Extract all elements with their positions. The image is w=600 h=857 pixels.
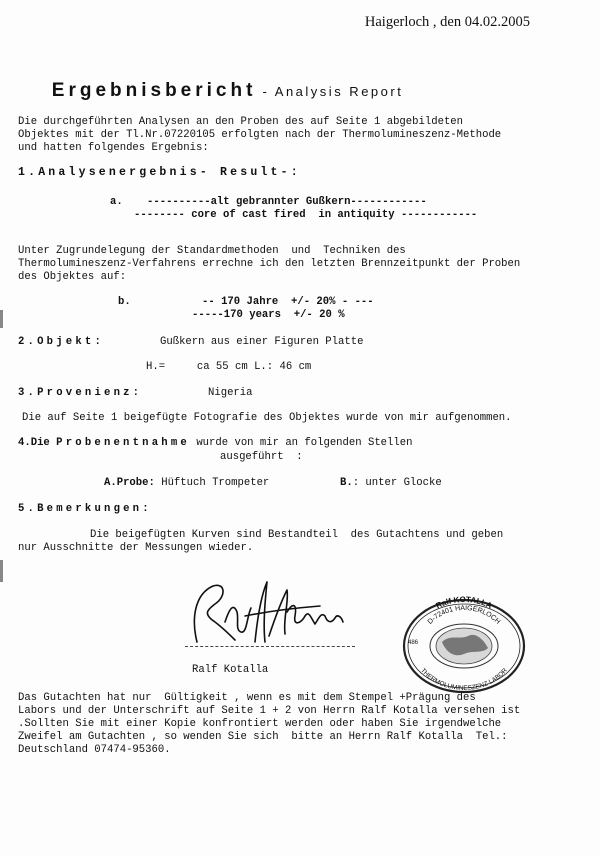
- footer-line-3: .Sollten Sie mit einer Kopie konfrontiert werden oder haben Sie irgendwelche: [18, 718, 502, 730]
- section2-label: 2.Objekt:: [18, 336, 105, 348]
- section1-text-1: Unter Zugrundelegung der Standardmethoden und Techniken des: [18, 245, 406, 257]
- footer-line-5: Deutschland 07474-95360.: [18, 744, 171, 756]
- section1-heading: 1.Analysenergebnis- Result-:: [18, 166, 301, 179]
- footer-line-1: Das Gutachten hat nur Gültigkeit , wenn es mit dem Stempel +Prägung des: [18, 692, 476, 704]
- probe-b-value: : unter Glocke: [352, 477, 442, 489]
- section1-text-3: des Objektes auf:: [18, 271, 127, 283]
- section3-label: 3.Provenienz:: [18, 387, 143, 399]
- stamp-top-text: Ralf KOTALLA: [434, 594, 494, 611]
- report-title: [34, 62, 403, 120]
- scan-edge-mark: [0, 310, 3, 328]
- section4-label-num: 4.Die: [18, 437, 57, 449]
- section1-a-label: a.: [110, 196, 123, 208]
- section4-label: Probenentnahme: [56, 437, 190, 449]
- footer-line-2: Labors und der Unterschrift auf Seite 1 + 2 von Herrn Ralf Kotalla versehen ist: [18, 705, 521, 717]
- date-line: Haigerloch , den 04.02.2005: [364, 14, 530, 30]
- handwritten-signature: [185, 572, 365, 652]
- probe-a-value: Hüftuch Trompeter: [154, 477, 270, 489]
- title-sub: Analysis Report: [274, 84, 404, 99]
- signature-underline: [185, 646, 355, 647]
- footer-line-4: Zweifel am Gutachten , so wenden Sie sich bitte an Herrn Ralf Kotalla Tel.:: [18, 731, 508, 743]
- section4-line1: [18, 437, 412, 450]
- section3-note: Die auf Seite 1 beigefügte Fotografie des Objektes wurde von mir aufgenommen.: [22, 412, 512, 424]
- section1-b-label: b.: [118, 296, 131, 308]
- section2-dims: H.= ca 55 cm L.: 46 cm: [146, 361, 312, 373]
- scan-edge-mark: [0, 560, 3, 582]
- title-main: Ergebnisbericht: [51, 80, 257, 101]
- section4-text2: ausgeführt :: [220, 451, 303, 463]
- intro-line-2: Objektes mit der Tl.Nr.07220105 erfolgten nach der Thermolumineszenz-Methode: [18, 129, 502, 141]
- probe-a-label: A.Probe:: [104, 477, 155, 489]
- section3-value: Nigeria: [208, 387, 253, 399]
- section2-value: Gußkern aus einer Figuren Platte: [160, 336, 364, 348]
- section1-b-line2: -----170 years +/- 20 %: [192, 309, 345, 321]
- section4-probes: [104, 477, 269, 490]
- section1-b-line1: -- 170 Jahre +/- 20% - ---: [202, 296, 374, 308]
- signature-name: Ralf Kotalla: [192, 664, 269, 676]
- section5-text1: Die beigefügten Kurven sind Bestandteil des Gutachtens und geben: [90, 529, 504, 541]
- section4-probe-b: [340, 477, 442, 490]
- section5-text2: nur Ausschnitte der Messungen wieder.: [18, 542, 254, 554]
- section1-text-2: Thermolumineszenz-Verfahrens errechne ich den letzten Brennzeitpunkt der Proben: [18, 258, 521, 270]
- probe-b-label: B.: [340, 477, 353, 489]
- title-separator: -: [256, 84, 275, 99]
- section1-a-line1: ----------alt gebrannter Gußkern------------: [147, 196, 427, 208]
- stamp-side-number: 486: [408, 640, 419, 646]
- section4-text1: wurde von mir an folgenden Stellen: [189, 437, 413, 449]
- stamp-address: D-72401 HAIGERLOCH: [426, 604, 502, 626]
- intro-line-1: Die durchgeführten Analysen an den Proben des auf Seite 1 abgebildeten: [18, 116, 464, 128]
- section1-a-line2: -------- core of cast fired in antiquity ------------: [134, 209, 478, 221]
- section5-label: 5.Bemerkungen:: [18, 503, 152, 515]
- stamp-bottom-text: THERMOLUMINESZENZ LABOR: [419, 667, 509, 693]
- lab-stamp: [398, 592, 530, 694]
- intro-line-3: und hatten folgendes Ergebnis:: [18, 142, 209, 154]
